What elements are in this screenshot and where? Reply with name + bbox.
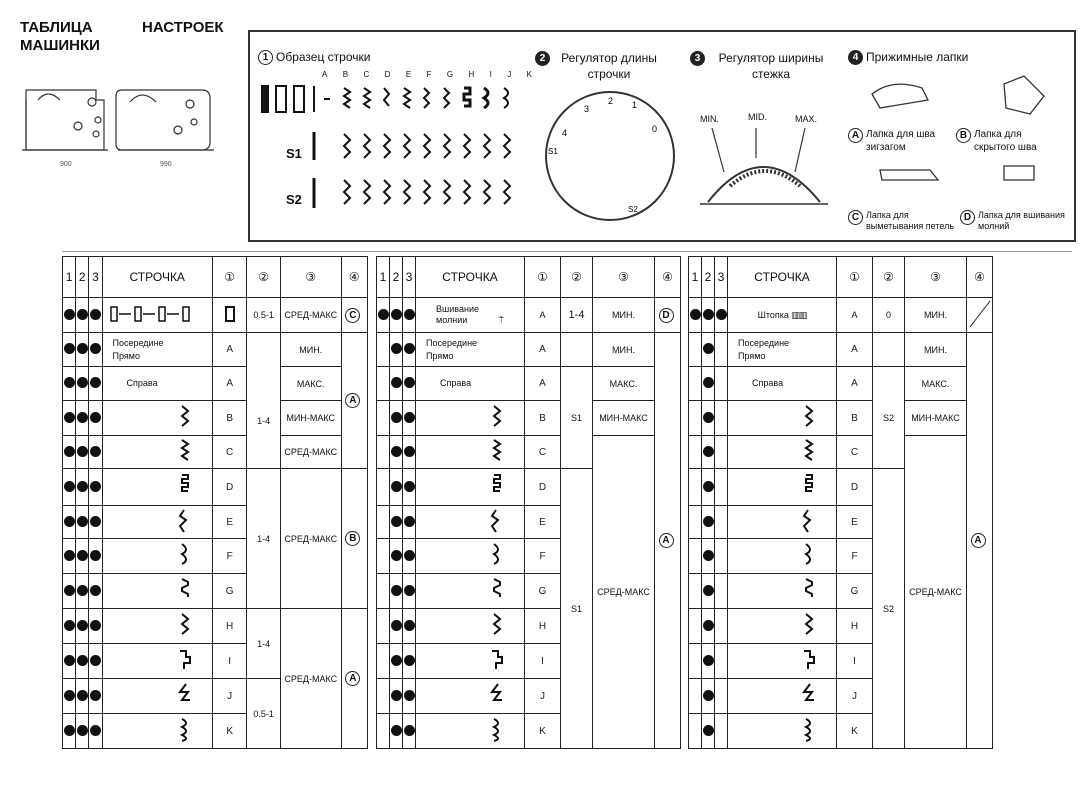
foot-value: C — [345, 308, 360, 323]
length-value: S1 — [561, 469, 593, 749]
stitch-glyph-cell — [416, 506, 525, 539]
header-pattern: ① — [212, 257, 246, 298]
settings-table-3 — [688, 256, 993, 749]
foot-value: D — [659, 308, 674, 323]
width-value: СРЕД-МАКС — [280, 298, 341, 333]
header-pattern: ① — [525, 257, 561, 298]
stitch-icon — [416, 473, 524, 501]
stitch-glyph-cell — [728, 401, 837, 436]
legend-width-regulator — [690, 50, 834, 82]
header-foot: ④ — [655, 257, 681, 298]
header-width: ③ — [593, 257, 655, 298]
pattern-code: A — [525, 367, 561, 401]
foot-b-label — [956, 128, 1050, 154]
number-4-icon: 4 — [848, 50, 863, 65]
width-value: МАКС. — [593, 367, 655, 401]
stitch-glyph-cell — [102, 609, 212, 644]
stitch-glyph-cell — [416, 679, 525, 714]
title-settings: НАСТРОЕК — [142, 19, 224, 36]
foot-value: A — [659, 533, 674, 548]
pattern-letter: I — [489, 70, 492, 79]
width-value: МИН-МАКС — [593, 401, 655, 436]
stitch-glyph-cell — [102, 539, 212, 574]
legend-length-label: Регулятор длины строчки — [561, 51, 657, 81]
pattern-code: E — [525, 506, 561, 539]
stitch-glyph-cell — [416, 469, 525, 506]
header-length: ② — [561, 257, 593, 298]
stitch-icon — [416, 508, 524, 536]
width-value: СРЕД-МАКС — [280, 609, 341, 749]
pattern-code: C — [212, 436, 246, 469]
stitch-icon — [728, 508, 836, 536]
pattern-letter: F — [426, 70, 432, 79]
width-value: МИН. — [593, 333, 655, 367]
pattern-code: H — [212, 609, 246, 644]
pattern-code: A — [525, 298, 561, 333]
stitch-glyph-cell — [416, 436, 525, 469]
straight-label: Прямо — [426, 350, 454, 361]
needle-icon: ⍑ — [498, 315, 504, 325]
header-col-3: 3 — [89, 257, 102, 298]
middle-label: Посередине — [738, 337, 790, 348]
stitch-icon — [416, 682, 524, 710]
pattern-code: A — [837, 333, 873, 367]
table-row — [377, 436, 681, 469]
length-dial — [540, 84, 680, 224]
middle-label: Посередине — [112, 337, 164, 348]
right-label: Справа — [440, 378, 472, 388]
legend-presser-feet — [848, 50, 968, 65]
pattern-code: E — [212, 506, 246, 539]
dial-number: 4 — [562, 128, 568, 138]
length-value: S2 — [873, 367, 905, 469]
width-min-label: MIN. — [700, 114, 719, 124]
pattern-code: K — [212, 714, 246, 749]
stitch-icon — [103, 682, 212, 710]
pattern-code: J — [525, 679, 561, 714]
foot-a-label — [848, 128, 944, 154]
table-row — [63, 609, 368, 644]
header-foot: ④ — [967, 257, 993, 298]
length-value: 1-4 — [247, 469, 280, 609]
length-value: S1 — [561, 367, 593, 469]
legend-stitch-pattern — [258, 50, 370, 65]
number-1-icon: 1 — [258, 50, 273, 65]
stitch-icon — [416, 577, 524, 605]
stitch-glyph-cell — [728, 539, 837, 574]
table-row — [689, 436, 993, 469]
table-row — [689, 333, 993, 367]
table-row — [63, 367, 368, 401]
pattern-letter: B — [342, 70, 349, 79]
stitch-glyph-cell — [416, 609, 525, 644]
dial-number: 0 — [652, 124, 658, 134]
foot-d-label — [960, 210, 1072, 232]
dial-number: 3 — [584, 104, 590, 114]
stitch-icon — [103, 508, 212, 536]
table-row — [63, 333, 368, 367]
pattern-code: I — [212, 644, 246, 679]
header-pattern: ① — [837, 257, 873, 298]
length-value: 1-4 — [561, 298, 593, 333]
foot-empty-cell — [967, 298, 993, 333]
foot-a-icon: A — [848, 128, 863, 143]
pattern-letter: E — [405, 70, 412, 79]
legend-feet-label: Прижимные лапки — [866, 50, 969, 64]
length-value: 1-4 — [247, 333, 280, 469]
stitch-icon — [728, 577, 836, 605]
header-col-3: 3 — [403, 257, 416, 298]
number-2-icon: 2 — [535, 51, 550, 66]
settings-table-2 — [376, 256, 681, 749]
pattern-code: J — [212, 679, 246, 714]
foot-value: B — [345, 531, 360, 546]
width-value: МИН. — [593, 298, 655, 333]
stitch-icon — [728, 682, 836, 710]
stitch-glyph-cell — [416, 539, 525, 574]
foot-blind-shape — [1004, 76, 1044, 114]
foot-c-icon: C — [848, 210, 863, 225]
model-900-label: 900 — [60, 161, 72, 168]
middle-label: Посередине — [426, 337, 478, 348]
pattern-letter: G — [446, 70, 454, 79]
stitch-icon — [103, 717, 212, 745]
foot-c-label — [848, 210, 962, 232]
separator-line — [62, 251, 1072, 252]
stitch-icon — [103, 612, 212, 640]
header-stitch: СТРОЧКА — [728, 257, 837, 298]
buttonhole-pattern-icon — [212, 298, 246, 333]
pattern-code: D — [525, 469, 561, 506]
pattern-code: D — [212, 469, 246, 506]
pattern-code: K — [525, 714, 561, 749]
stitch-mode-cell — [728, 333, 837, 367]
length-value: S2 — [873, 469, 905, 749]
stitch-icon — [416, 612, 524, 640]
pattern-code: G — [525, 574, 561, 609]
header-length: ② — [873, 257, 905, 298]
pattern-code: A — [837, 298, 873, 333]
dial-number: S1 — [548, 147, 558, 156]
pattern-code: I — [525, 644, 561, 679]
darning-label: Штопка — [757, 309, 789, 320]
stitch-glyph-cell — [102, 679, 212, 714]
machine-900-body — [26, 90, 104, 150]
stitch-icon — [728, 647, 836, 675]
stitch-glyph-cell — [416, 401, 525, 436]
pattern-letter: C — [363, 70, 370, 79]
pattern-code: A — [525, 333, 561, 367]
dial-number: S2 — [628, 205, 638, 214]
stitch-mode-cell — [416, 333, 525, 367]
pattern-code: C — [837, 436, 873, 469]
table-row — [63, 401, 368, 436]
foot-d-text: Лапка для вшивания молний — [978, 210, 1065, 231]
row-s2-label: S2 — [286, 192, 302, 207]
header-width: ③ — [905, 257, 967, 298]
table-row — [689, 298, 993, 333]
foot-c-text: Лапка для выметывания петель — [866, 210, 955, 231]
stitch-glyph-cell — [728, 609, 837, 644]
width-value: МАКС. — [905, 367, 967, 401]
pattern-code: E — [837, 506, 873, 539]
legend-stitch-pattern-label: Образец строчки — [276, 50, 371, 64]
stitch-glyph-cell — [728, 714, 837, 749]
zipper-stitch-cell — [416, 298, 525, 333]
width-value: МАКС. — [280, 367, 341, 401]
pattern-code: G — [837, 574, 873, 609]
header-col-1: 1 — [63, 257, 76, 298]
length-value — [561, 333, 593, 367]
foot-value: A — [345, 393, 360, 408]
stitch-icon — [416, 647, 524, 675]
stitch-glyph-cell — [102, 574, 212, 609]
pattern-code: D — [837, 469, 873, 506]
table-header — [63, 257, 368, 298]
foot-value: A — [971, 533, 986, 548]
stitch-glyph-cell — [728, 679, 837, 714]
stitch-mode-cell — [728, 367, 837, 401]
width-value: СРЕД-МАКС — [593, 436, 655, 749]
length-value: 1-4 — [247, 609, 280, 679]
stitch-glyph-cell — [102, 436, 212, 469]
foot-value: A — [345, 671, 360, 686]
stitch-icon — [416, 438, 524, 466]
table-row — [377, 333, 681, 367]
table-row — [377, 401, 681, 436]
sewing-machine-illustrations — [18, 72, 228, 172]
darning-stitch-cell — [728, 298, 837, 333]
table-header — [689, 257, 993, 298]
buttonhole-stitch-icon — [102, 298, 212, 333]
stitch-glyph-cell — [416, 574, 525, 609]
model-990-label: 990 — [160, 161, 172, 168]
pattern-code: A — [212, 333, 246, 367]
length-value: 0.5-1 — [247, 679, 280, 749]
pattern-letter: K — [526, 70, 532, 79]
header-col-2: 2 — [702, 257, 715, 298]
foot-a-text: Лапка для шва зигзагом — [866, 129, 936, 153]
pattern-code: F — [525, 539, 561, 574]
table-row — [377, 367, 681, 401]
stitch-icon — [728, 717, 836, 745]
zipper-label: Вшивание молнии — [436, 304, 479, 325]
table-row — [63, 436, 368, 469]
pattern-code: C — [525, 436, 561, 469]
stitch-glyph-cell — [102, 469, 212, 506]
pattern-code: F — [212, 539, 246, 574]
width-value: СРЕД-МАКС — [280, 469, 341, 609]
pattern-code: K — [837, 714, 873, 749]
stitch-mode-cell — [416, 367, 525, 401]
stitch-glyph-cell — [728, 506, 837, 539]
header-col-1: 1 — [377, 257, 390, 298]
stitch-icon — [103, 577, 212, 605]
darning-icon: ▥▥ — [791, 309, 807, 320]
title-machine: МАШИНКИ — [20, 37, 100, 54]
header-col-2: 2 — [76, 257, 89, 298]
header-length: ② — [247, 257, 280, 298]
pattern-code: B — [212, 401, 246, 436]
length-value — [873, 333, 905, 367]
stitch-icon — [103, 404, 212, 432]
width-value: МИН. — [280, 333, 341, 367]
table-row — [689, 367, 993, 401]
table-header — [377, 257, 681, 298]
stitch-glyph-cell — [102, 506, 212, 539]
foot-b-icon: B — [956, 128, 971, 143]
foot-b-text: Лапка для скрытого шва — [974, 129, 1037, 153]
table-row — [63, 469, 368, 506]
settings-table-1 — [62, 256, 368, 749]
stitch-icon — [728, 438, 836, 466]
dial-number: 1 — [632, 100, 638, 110]
pattern-code: F — [837, 539, 873, 574]
header-stitch: СТРОЧКА — [102, 257, 212, 298]
width-value: СРЕД-МАКС — [280, 436, 341, 469]
pattern-code: A — [212, 367, 246, 401]
straight-label: Прямо — [112, 350, 140, 361]
stitch-glyph-cell — [728, 436, 837, 469]
stitch-glyph-cell — [102, 644, 212, 679]
foot-d-icon: D — [960, 210, 975, 225]
stitch-glyph-cell — [416, 644, 525, 679]
foot-buttonhole-shape — [880, 170, 938, 180]
stitch-glyph-cell — [102, 401, 212, 436]
length-value: 0.5-1 — [247, 298, 280, 333]
pattern-code: H — [525, 609, 561, 644]
pattern-code: I — [837, 644, 873, 679]
stitch-icon — [103, 473, 212, 501]
stitch-icon — [416, 717, 524, 745]
header-stitch: СТРОЧКА — [416, 257, 525, 298]
straight-label: Прямо — [738, 350, 766, 361]
table-row — [63, 298, 368, 333]
title-table: ТАБЛИЦА — [20, 19, 93, 36]
pattern-code: B — [837, 401, 873, 436]
width-max-label: MAX. — [795, 114, 818, 124]
dial-number: 2 — [608, 96, 614, 106]
pattern-code: G — [212, 574, 246, 609]
legend-box — [248, 30, 1076, 242]
stitch-pattern-grid — [256, 80, 536, 230]
width-value: МИН. — [905, 298, 967, 333]
stitch-icon — [103, 542, 212, 570]
header-col-2: 2 — [390, 257, 403, 298]
table-row — [377, 298, 681, 333]
length-value: 0 — [873, 298, 905, 333]
width-mid-label: MID. — [748, 112, 767, 122]
right-label: Справа — [126, 378, 158, 388]
right-label: Справа — [752, 378, 784, 388]
stitch-icon — [728, 612, 836, 640]
pattern-letter: D — [384, 70, 391, 79]
legend-width-label: Регулятор ширины стежка — [718, 51, 824, 81]
pattern-letters — [322, 70, 532, 79]
width-value: МИН. — [905, 333, 967, 367]
pattern-code: A — [837, 367, 873, 401]
pattern-letter: H — [468, 70, 475, 79]
pattern-code: J — [837, 679, 873, 714]
number-3-icon: 3 — [690, 51, 705, 66]
stitch-glyph-cell — [728, 574, 837, 609]
width-dial — [690, 128, 840, 208]
stitch-icon — [103, 647, 212, 675]
header-width: ③ — [280, 257, 341, 298]
pattern-code: H — [837, 609, 873, 644]
header-col-1: 1 — [689, 257, 702, 298]
foot-zigzag-shape — [872, 84, 928, 108]
header-foot: ④ — [341, 257, 367, 298]
stitch-glyph-cell — [102, 714, 212, 749]
stitch-glyph-cell — [728, 644, 837, 679]
legend-length-regulator — [535, 50, 665, 82]
table-row — [689, 401, 993, 436]
row-s1-label: S1 — [286, 146, 302, 161]
stitch-icon — [103, 438, 212, 466]
stitch-mode-cell — [102, 367, 212, 401]
stitch-icon — [728, 542, 836, 570]
width-value: СРЕД-МАКС — [905, 436, 967, 749]
foot-zipper-shape — [1004, 166, 1034, 180]
pattern-letter: A — [322, 70, 328, 79]
stitch-glyph-cell — [728, 469, 837, 506]
stitch-icon — [416, 542, 524, 570]
stitch-mode-cell — [102, 333, 212, 367]
width-value: МИН-МАКС — [280, 401, 341, 436]
header-col-3: 3 — [715, 257, 728, 298]
width-value: МИН-МАКС — [905, 401, 967, 436]
stitch-icon — [728, 404, 836, 432]
stitch-icon — [416, 404, 524, 432]
pattern-letter: J — [507, 70, 512, 79]
stitch-icon — [728, 473, 836, 501]
stitch-glyph-cell — [416, 714, 525, 749]
pattern-code: B — [525, 401, 561, 436]
